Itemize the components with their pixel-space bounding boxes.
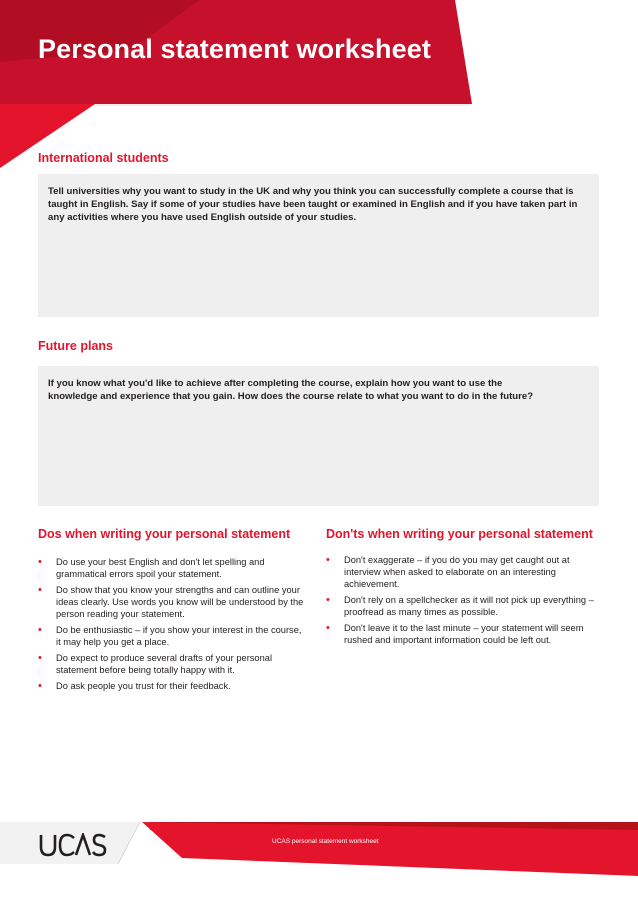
international-students-heading: International students — [38, 151, 169, 165]
bullet-icon: • — [38, 680, 42, 692]
list-item — [38, 556, 304, 580]
header-banner — [0, 0, 638, 170]
list-item — [326, 594, 594, 618]
donts-item-text: Don't rely on a spellchecker as it will not pick up everything – proofread as many times as possible. — [344, 595, 594, 617]
international-students-box[interactable] — [38, 174, 599, 317]
list-item — [326, 622, 594, 646]
future-plans-prompt: If you know what you'd like to achieve after completing the course, explain how you want to use the knowledge and experience that you gain. How does the course relate to what you want to do in the future? — [48, 378, 534, 402]
future-plans-box[interactable] — [38, 366, 599, 506]
bullet-icon: • — [38, 624, 42, 636]
list-item — [38, 652, 304, 676]
international-students-prompt: Tell universities why you want to study in the UK and why you think you can successfully complete a course that is taught in English. Say if some of your studies have been taught or examined in English and if you have taken part in any activities where you have used English outside of your studies. — [48, 186, 578, 223]
bullet-icon: • — [38, 584, 42, 596]
list-item — [326, 554, 594, 590]
bullet-icon: • — [38, 556, 42, 568]
dos-item-text: Do use your best English and don't let spelling and grammatical errors spoil your statement. — [56, 557, 265, 579]
bullet-icon: • — [38, 652, 42, 664]
dos-list — [38, 556, 304, 696]
list-item — [38, 624, 304, 648]
bullet-icon: • — [326, 594, 330, 606]
list-item — [38, 584, 304, 620]
dos-item-text: Do be enthusiastic – if you show your interest in the course, it may help you get a place. — [56, 625, 302, 647]
footer-caption: UCAS personal statement worksheet — [272, 838, 379, 845]
dos-item-text: Do ask people you trust for their feedback. — [56, 681, 231, 691]
ucas-logo — [39, 833, 109, 857]
page-title: Personal statement worksheet — [38, 34, 431, 64]
bullet-icon: • — [326, 554, 330, 566]
dos-item-text: Do show that you know your strengths and can outline your ideas clearly. Use words you know will be understood by the person reading your statement. — [56, 585, 304, 619]
donts-item-text: Don't exaggerate – if you do you may get caught out at interview when asked to elaborate on an interesting achievement. — [344, 555, 570, 589]
donts-item-text: Don't leave it to the last minute – your statement will seem rushed and important information could be left out. — [344, 623, 584, 645]
dos-item-text: Do expect to produce several drafts of your personal statement before being totally happy with it. — [56, 653, 273, 675]
dos-heading: Dos when writing your personal statement — [38, 527, 291, 541]
list-item — [38, 680, 304, 692]
future-plans-heading: Future plans — [38, 339, 114, 353]
donts-list — [326, 554, 594, 650]
donts-heading: Don'ts when writing your personal statement — [326, 527, 593, 541]
bullet-icon: • — [326, 622, 330, 634]
